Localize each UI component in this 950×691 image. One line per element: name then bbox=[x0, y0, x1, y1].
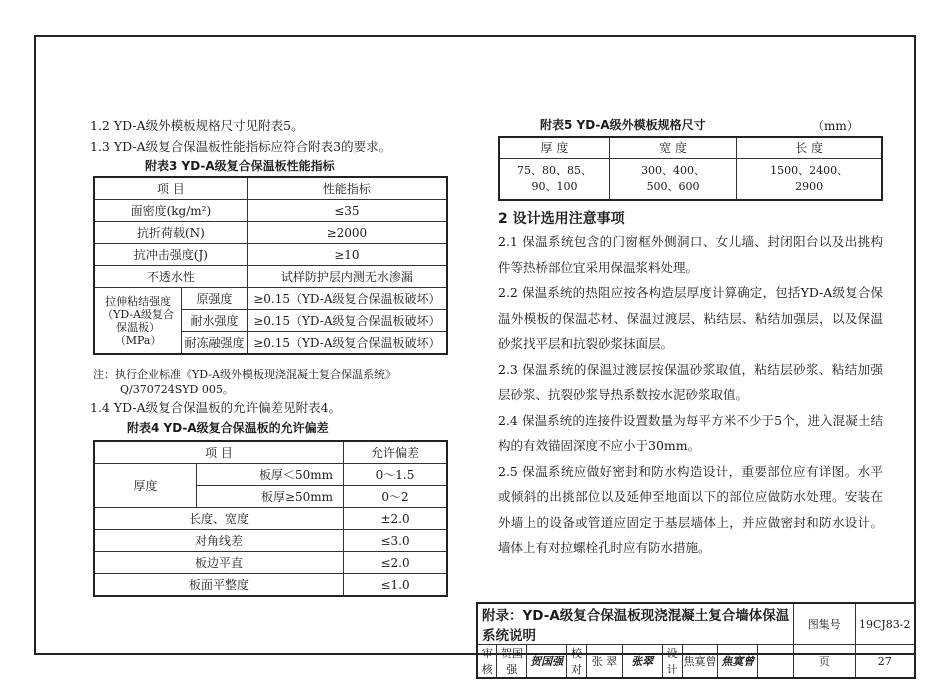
signature-row bbox=[477, 645, 915, 679]
page-label: 页 bbox=[793, 645, 855, 679]
table3-cell: 耐水强度 bbox=[182, 310, 248, 332]
clause-1-2: 1.2 YD-A级外模板规格尺寸见附表5。 bbox=[90, 118, 304, 133]
table4-header-value: 允许偏差 bbox=[344, 441, 447, 464]
table3-cell: ≤35 bbox=[247, 200, 447, 222]
clause-1-3: 1.3 YD-A级复合保温板性能指标应符合附表3的要求。 bbox=[90, 139, 392, 154]
table5-header-thickness: 厚 度 bbox=[499, 137, 609, 158]
table3-cell: 抗冲击强度(J) bbox=[94, 244, 247, 266]
title-block bbox=[476, 602, 916, 679]
table4-title: 附表4 YD-A级复合保温板的允许偏差 bbox=[127, 421, 329, 435]
check-signature: 张翠 bbox=[622, 645, 662, 679]
design-notes bbox=[498, 229, 883, 561]
table5 bbox=[498, 136, 883, 201]
table3-cell: 抗折荷载(N) bbox=[94, 222, 247, 244]
table5-unit: （mm） bbox=[812, 119, 859, 133]
table-row bbox=[94, 288, 447, 310]
table3-cell: 不透水性 bbox=[94, 266, 247, 288]
table4-cell: 0～2 bbox=[344, 486, 447, 508]
blank-cell bbox=[758, 645, 794, 679]
table3-cell: ≥0.15（YD-A级复合保温板破坏） bbox=[247, 310, 447, 332]
table-row bbox=[94, 574, 447, 597]
table4-header-item: 项 目 bbox=[94, 441, 344, 464]
table-row bbox=[94, 200, 447, 222]
table4-cell: ≤1.0 bbox=[344, 574, 447, 597]
table-row bbox=[94, 552, 447, 574]
review-name: 贺国强 bbox=[497, 645, 527, 679]
note-paragraph: 2.4 保温系统的连接件设置数量为每平方米不少于5个，进入混凝土结构的有效锚固深度不应小于30mm。 bbox=[498, 412, 883, 453]
design-signature: 焦寞曾 bbox=[718, 645, 758, 679]
table3-cell: 原强度 bbox=[182, 288, 248, 310]
table4-cell: 对角线差 bbox=[94, 530, 344, 552]
table3-cell: 面密度(kg/m²) bbox=[94, 200, 247, 222]
page-number: 27 bbox=[855, 645, 915, 679]
table3-cell: ≥10 bbox=[247, 244, 447, 266]
clause-1-4: 1.4 YD-A级复合保温板的允许偏差见附表4。 bbox=[90, 400, 342, 415]
note-line-2: Q/370724SYD 005。 bbox=[120, 383, 234, 396]
table-row bbox=[94, 266, 447, 288]
note-paragraph: 2.3 保温系统的保温过渡层按保温砂浆取值，粘结层砂浆、粘结加强层砂浆、抗裂砂浆导热系数按水泥砂浆取值。 bbox=[498, 361, 883, 402]
table-row bbox=[94, 244, 447, 266]
table3-cell: ≥0.15（YD-A级复合保温板破坏） bbox=[247, 288, 447, 310]
table5-cell: 1500、2400、 2900 bbox=[737, 158, 882, 200]
table5-header-width: 宽 度 bbox=[609, 137, 736, 158]
table-row bbox=[499, 158, 882, 200]
note-paragraph: 2.2 保温系统的热阻应按各构造层厚度计算确定，包括YD-A级复合保温外模板的保温芯材、保温过渡层、粘结层、粘结加强层，以及保温砂浆找平层和抗裂砂浆抹面层。 bbox=[498, 285, 883, 351]
table4-cell: 板厚＜50mm bbox=[196, 464, 343, 486]
review-signature: 贺国强 bbox=[527, 645, 567, 679]
table3-header-item: 项 目 bbox=[94, 177, 247, 200]
note-paragraph: 2.5 保温系统应做好密封和防水构造设计，重要部位应有详图。水平或倾斜的出挑部位以及延伸至地面以下的部位应做防水处理。安装在外墙上的设备或管道应固定于基层墙体上，并应做密封和防水设计。墙体上有对拉螺栓孔时应有防水措施。 bbox=[498, 463, 883, 555]
table5-cell: 300、400、 500、600 bbox=[609, 158, 736, 200]
table4-cell: ≤2.0 bbox=[344, 552, 447, 574]
table3-cell: 试样防护层内测无水渗漏 bbox=[247, 266, 447, 288]
table3-cell: ≥2000 bbox=[247, 222, 447, 244]
table3-cell: ≥0.15（YD-A级复合保温板破坏） bbox=[247, 332, 447, 355]
table4-cell: 板面平整度 bbox=[94, 574, 344, 597]
table4-thickness-label: 厚度 bbox=[94, 464, 196, 508]
table-row bbox=[94, 222, 447, 244]
table3-header-value: 性能指标 bbox=[247, 177, 447, 200]
table3-cell: 耐冻融强度 bbox=[182, 332, 248, 355]
atlas-number: 19CJ83-2 bbox=[855, 603, 915, 645]
table3-group-label: 拉伸粘结强度 （YD-A级复合 保温板） （MPa） bbox=[94, 288, 182, 355]
note-paragraph: 2.1 保温系统包含的门窗框外侧洞口、女儿墙、封闭阳台以及出挑构件等热桥部位宜采用保温浆料处理。 bbox=[498, 234, 883, 275]
note-line-1: 注：执行企业标准《YD-A级外模板现浇混凝土复合保温系统》 bbox=[93, 368, 396, 381]
table4-cell: ±2.0 bbox=[344, 508, 447, 530]
table4-cell: 板厚≥50mm bbox=[196, 486, 343, 508]
table5-header-length: 长 度 bbox=[737, 137, 882, 158]
section-title: 2 设计选用注意事项 bbox=[498, 211, 625, 227]
table-row bbox=[94, 508, 447, 530]
drawing-title: 附录：YD-A级复合保温板现浇混凝土复合墙体保温系统说明 bbox=[477, 603, 793, 645]
table4-cell: 板边平直 bbox=[94, 552, 344, 574]
design-name: 焦寞曾 bbox=[682, 645, 718, 679]
atlas-label: 图集号 bbox=[793, 603, 855, 645]
check-name: 张 翠 bbox=[587, 645, 623, 679]
table4-cell: ≤3.0 bbox=[344, 530, 447, 552]
review-label: 审核 bbox=[477, 645, 497, 679]
table5-cell: 75、80、85、 90、100 bbox=[499, 158, 609, 200]
design-label: 设计 bbox=[662, 645, 682, 679]
table3 bbox=[93, 176, 448, 355]
table4-cell: 0～1.5 bbox=[344, 464, 447, 486]
table4 bbox=[93, 440, 448, 597]
table5-title: 附表5 YD-A级外模板规格尺寸 bbox=[540, 118, 706, 132]
table-row bbox=[94, 530, 447, 552]
table3-title: 附表3 YD-A级复合保温板性能指标 bbox=[145, 159, 335, 173]
table-row bbox=[94, 464, 447, 486]
table4-cell: 长度、宽度 bbox=[94, 508, 344, 530]
check-label: 校对 bbox=[567, 645, 587, 679]
